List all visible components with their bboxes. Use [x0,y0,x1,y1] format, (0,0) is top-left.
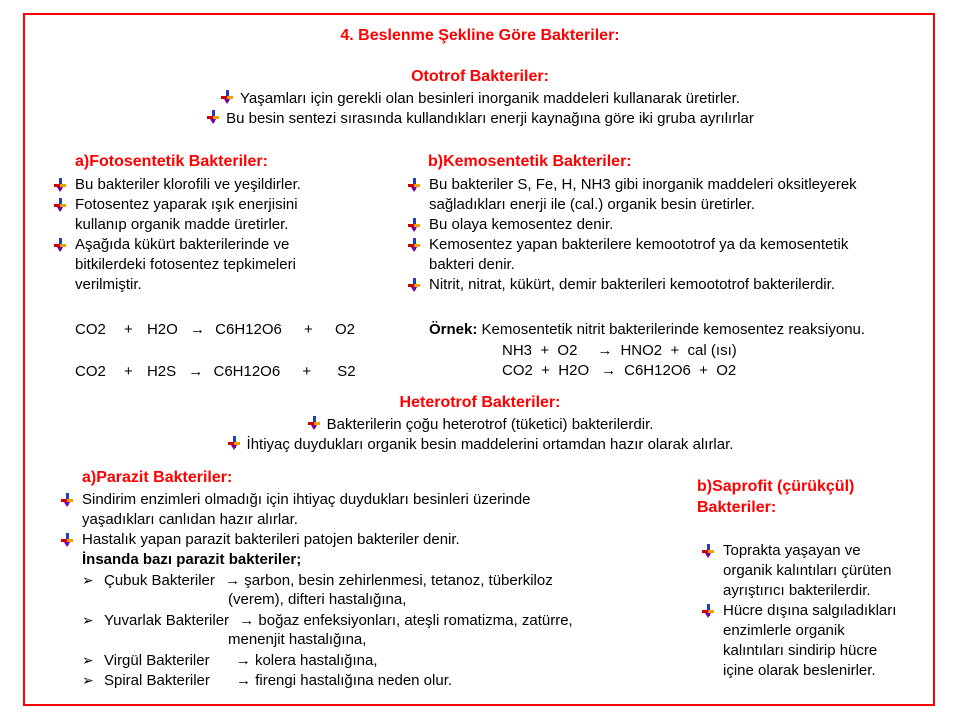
list-item: Bu olaya kemosentez denir. [407,215,857,235]
bullet-marker-icon [206,110,220,124]
list-item: Bu bakteriler S, Fe, H, NH3 gibi inorganik maddeleri oksitleyerek sağladıkları enerji ile (cal.) organik besin üretirler. [407,175,857,215]
triangle-bullet-icon: ➢ [82,612,94,628]
list-item: Aşağıda kükürt bakterilerinde ve bitkilerdeki fotosentez tepkimeleri verilmiştir. [53,235,301,295]
bullet-marker-icon [60,533,74,547]
parazit-type-virgul: ➢ Virgül Bakteriler → kolera hastalığına, [82,652,378,669]
parazit-type-yuvarlak-cont: menenjit hastalığına, [228,631,367,648]
heterotrof-heading: Heterotrof Bakteriler: [399,394,561,411]
fotosentez-equation-1: CO2 + H2O → C6H12O6 + O2 [75,321,355,338]
right-arrow-icon: → [225,572,241,589]
heterotrof-line-2: İhtiyaç duydukları organik besin maddelerini ortamdan hazır olarak alırlar. [0,435,960,455]
heterotrof-line-1: Bakterilerin çoğu heterotrof (tüketici) bakterilerdir. [0,415,960,435]
triangle-bullet-icon: ➢ [82,572,94,588]
right-arrow-icon: → [601,362,617,379]
ototrof-line-1: Yaşamları için gerekli olan besinleri inorganik maddeleri kullanarak üretirler. [0,89,960,109]
parazit-type-yuvarlak: ➢ Yuvarlak Bakteriler → boğaz enfeksiyonları, ateşli romatizma, zatürre, [82,612,573,629]
bullet-marker-icon [407,178,421,192]
list-item: Fotosentez yaparak ışık enerjisini kullanıp organik madde üretirler. [53,195,301,235]
bullet-marker-icon [701,604,715,618]
list-item: Kemosentez yapan bakterilere kemoototrof ya da kemosentetik bakteri denir. [407,235,857,275]
bullet-marker-icon [307,416,321,430]
bullet-marker-icon [407,238,421,252]
right-arrow-icon: → [239,612,255,629]
list-item: Toprakta yaşayan ve organik kalıntıları çürüten ayrıştırıcı bakterilerdir. [701,541,896,601]
saprofit-heading-1: b)Saprofit (çürükçül) [697,478,855,495]
bullet-marker-icon [407,278,421,292]
right-arrow-icon: → [189,321,205,338]
kemosentez-equation-2: CO2 + H2O → C6H12O6 + O2 [502,362,737,379]
parazit-list [60,490,531,550]
right-arrow-icon: → [188,363,204,380]
right-arrow-icon: → [597,342,613,359]
triangle-bullet-icon: ➢ [82,652,94,668]
list-item: Hastalık yapan parazit bakterileri patojen bakteriler denir. [60,530,531,550]
bullet-marker-icon [60,493,74,507]
bullet-marker-icon [53,178,67,192]
bullet-marker-icon [220,90,234,104]
ototrof-line-2: Bu besin sentezi sırasında kullandıkları enerji kaynağına göre iki gruba ayrılırlar [0,109,960,129]
parazit-heading: a)Parazit Bakteriler: [82,469,233,486]
parazit-type-cubuk: ➢ Çubuk Bakteriler → şarbon, besin zehirlenmesi, tetanoz, tüberkiloz [82,572,553,589]
saprofit-list [701,541,896,681]
saprofit-heading-2: Bakteriler: [697,499,777,516]
right-arrow-icon: → [235,652,251,669]
kemosentez-equation-1: NH3 + O2 → HNO2 + cal (ısı) [502,342,737,359]
fotosentetik-heading: a)Fotosentetik Bakteriler: [75,153,268,170]
list-item: Sindirim enzimleri olmadığı için ihtiyaç duydukları besinleri üzerinde yaşadıkları canlıdan hazır alırlar. [60,490,531,530]
page-title: 4. Beslenme Şekline Göre Bakteriler: [340,27,620,44]
fotosentez-equation-2: CO2 + H2S → C6H12O6 + S2 [75,363,356,380]
parazit-type-spiral: ➢ Spiral Bakteriler → firengi hastalığına neden olur. [82,672,453,689]
bullet-marker-icon [701,544,715,558]
list-item: Hücre dışına salgıladıkları enzimlerle organik kalıntıları sindirip hücre içine olarak beslenirler. [701,601,896,681]
triangle-bullet-icon: ➢ [82,672,94,688]
bullet-marker-icon [53,238,67,252]
right-arrow-icon: → [236,672,252,689]
parazit-type-cubuk-cont: (verem), difteri hastalığına, [228,591,407,608]
kemosentetik-heading: b)Kemosentetik Bakteriler: [428,153,632,170]
list-item: Nitrit, nitrat, kükürt, demir bakterileri kemoototrof bakterilerdir. [407,275,857,295]
ototrof-heading: Ototrof Bakteriler: [411,68,549,85]
fotosentetik-list [53,175,301,295]
list-item: Bu bakteriler klorofili ve yeşildirler. [53,175,301,195]
parazit-sub-heading: İnsanda bazı parazit bakteriler; [82,551,302,568]
bullet-marker-icon [227,436,241,450]
bullet-marker-icon [53,198,67,212]
kemosentez-example: Örnek: Kemosentetik nitrit bakterilerinde kemosentez reaksiyonu. [429,321,866,338]
kemosentetik-list [407,175,857,295]
bullet-marker-icon [407,218,421,232]
